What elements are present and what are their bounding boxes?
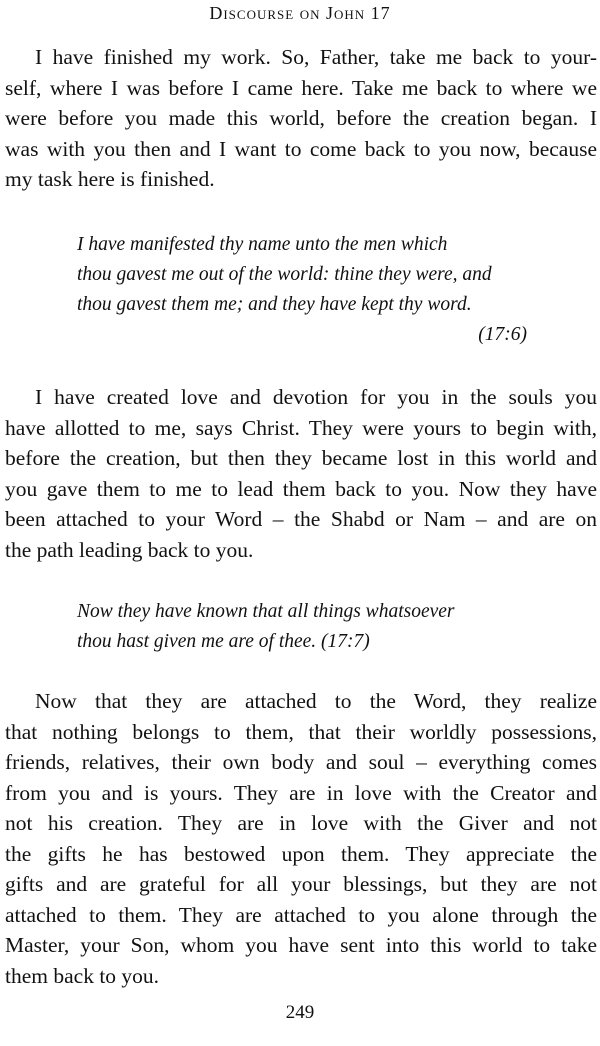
paragraph-line: I have finished my work. So, Father, take me back to your- <box>35 45 597 69</box>
paragraph-line: been attached to your Word – the Shabd or Nam – and are on <box>5 507 597 531</box>
quote-reference: (17:6) <box>478 324 527 345</box>
paragraph-line: that nothing belongs to them, that their worldly possessions, <box>5 719 597 744</box>
scripture-quote-2 <box>77 597 527 657</box>
running-head: Discourse on John 17 <box>209 3 391 23</box>
quote-line: I have manifested thy name unto the men which <box>77 234 448 255</box>
paragraph-line: self, where I was before I came here. Take me back to where we <box>5 75 597 100</box>
page-number: 249 <box>285 1002 315 1023</box>
paragraph-line: friends, relatives, their own body and soul – everything comes <box>5 750 597 774</box>
body-paragraph-3 <box>5 686 597 991</box>
quote-line: Now they have known that all things whatsoever <box>77 601 455 622</box>
paragraph-line: the gifts he has bestowed upon them. They appreciate the <box>5 841 597 866</box>
paragraph-line: was with you then and I want to come back to you now, because <box>5 136 597 161</box>
quote-line: thou gavest them me; and they have kept thy word. <box>77 294 472 315</box>
paragraph-line: attached to them. They are attached to you alone through the <box>5 902 597 927</box>
paragraph-line: I have created love and devotion for you in the souls you <box>35 385 597 409</box>
scripture-quote-1 <box>77 230 527 350</box>
paragraph-line: the path leading back to you. <box>5 537 254 562</box>
paragraph-line: were before you made this world, before the creation began. I <box>5 106 597 130</box>
quote-line: thou gavest me out of the world: thine they were, and <box>77 264 492 285</box>
body-paragraph-2 <box>5 382 597 565</box>
paragraph-line: not his creation. They are in love with the Giver and not <box>5 811 597 835</box>
paragraph-line: them back to you. <box>5 963 160 988</box>
paragraph-line: my task here is finished. <box>5 167 215 191</box>
body-paragraph-1 <box>5 42 597 195</box>
paragraph-line: before the creation, but then they became lost in this world and <box>5 446 597 470</box>
paragraph-line: Master, your Son, whom you have sent into this world to take <box>5 933 597 957</box>
quote-line: thou hast given me are of thee. (17:7) <box>77 631 370 652</box>
paragraph-line: from you and is yours. They are in love with the Creator and <box>5 780 597 805</box>
paragraph-line: you gave them to me to lead them back to you. Now they have <box>5 476 597 501</box>
paragraph-line: Now that they are attached to the Word, they realize <box>35 689 597 713</box>
paragraph-line: gifts and are grateful for all your blessings, but they are not <box>5 872 597 896</box>
paragraph-line: have allotted to me, says Christ. They were yours to begin with, <box>5 415 597 440</box>
